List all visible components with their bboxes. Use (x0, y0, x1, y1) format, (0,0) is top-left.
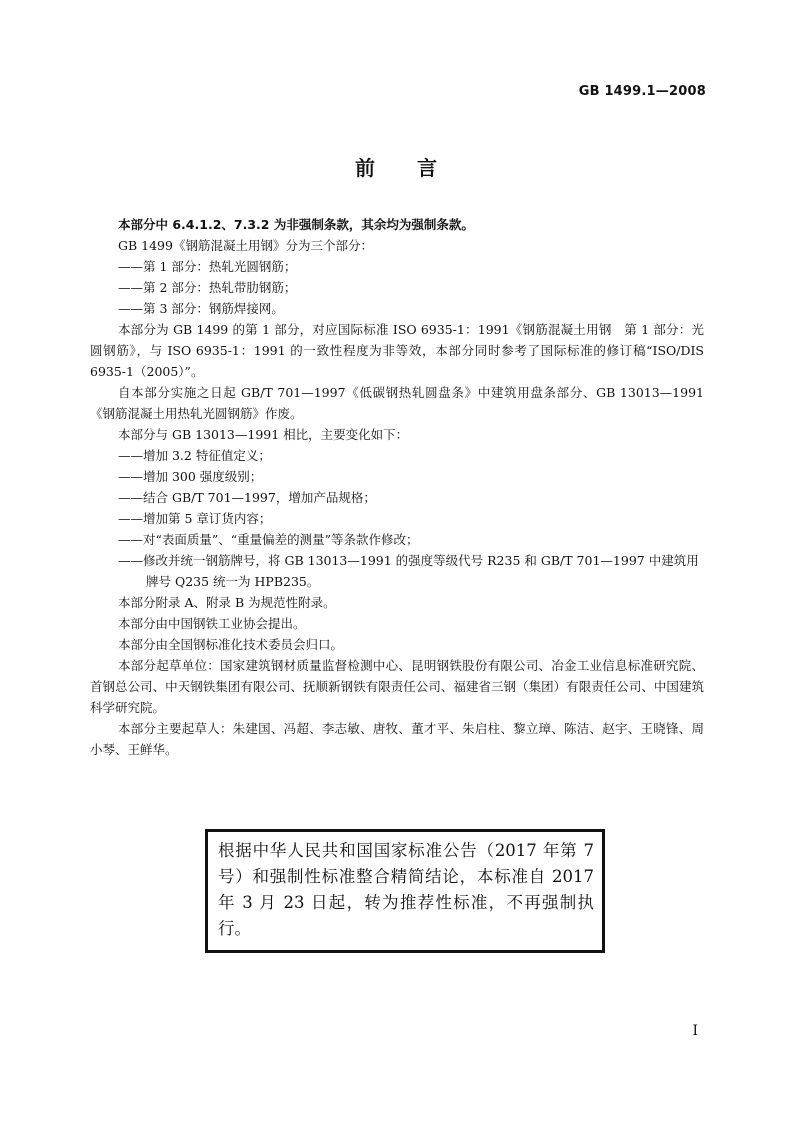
title-char-2: 言 (417, 156, 439, 180)
part-list-item: ——第 1 部分：热轧光圆钢筋； (118, 259, 297, 274)
proposed-by: 本部分由中国钢铁工业协会提出。 (118, 616, 306, 631)
changes-intro: 本部分与 GB 13013—1991 相比，主要变化如下： (118, 427, 409, 442)
change-list-item: ——修改并统一钢筋牌号，将 GB 13013—1991 的强度等级代号 R235 和 GB/T 701—1997 中建筑用牌号 Q235 统一为 HPB235。 (118, 553, 699, 589)
notice-box: 根据中华人民共和国国家标准公告（2017 年第 7 号）和强制性标准整合精简结论，本标准自 2017 年 3 月 23 日起，转为推荐性标准，不再强制执行。 (205, 829, 605, 953)
mandatory-clause-note: 本部分中 6.4.1.2、7.3.2 为非强制条款，其余均为强制条款。 (118, 217, 474, 232)
change-list-item: ——增加第 5 章订货内容； (118, 511, 272, 526)
structure-intro: GB 1499《钢筋混凝土用钢》分为三个部分： (118, 238, 373, 253)
change-list-item: ——增加 3.2 特征值定义； (118, 448, 271, 463)
correspondence-paragraph: 本部分为 GB 1499 的第 1 部分，对应国际标准 ISO 6935-1：1991《钢筋混凝土用钢 第 1 部分：光圆钢筋》，与 ISO 6935-1：1991 的一致性程度为非等效，本部分同时参考了国际标准的修订稿“ISO/DIS 6935-1（2005）”。 (90, 322, 704, 379)
foreword-body (90, 214, 704, 760)
managed-by: 本部分由全国钢标准化技术委员会归口。 (118, 637, 344, 652)
standard-code: GB 1499.1—2008 (578, 84, 706, 99)
drafting-units: 本部分起草单位：国家建筑钢材质量监督检测中心、昆明钢铁股份有限公司、冶金工业信息标准研究院、首钢总公司、中天钢铁集团有限公司、抚顺新钢铁有限责任公司、福建省三钢（集团）有限责任公司、中国建筑科学研究院。 (90, 658, 704, 715)
page-number: I (692, 1023, 698, 1039)
change-list-item: ——对“表面质量”、“重量偏差的测量”等条款作修改； (118, 532, 419, 547)
page-title (0, 152, 794, 181)
title-char-1: 前 (355, 156, 377, 180)
drafters: 本部分主要起草人：朱建国、冯超、李志敏、唐牧、董才平、朱启柱、黎立璋、陈洁、赵宇、王晓锋、周小琴、王鲜华。 (90, 721, 704, 757)
part-list-item: ——第 2 部分：热轧带肋钢筋； (118, 280, 297, 295)
replacement-paragraph: 自本部分实施之日起 GB/T 701—1997《低碳钢热轧圆盘条》中建筑用盘条部分、GB 13013—1991《钢筋混凝土用热轧光圆钢筋》作废。 (90, 385, 704, 421)
change-list-item: ——增加 300 强度级别； (118, 469, 263, 484)
change-list-item: ——结合 GB/T 701—1997，增加产品规格； (118, 490, 376, 505)
annex-note: 本部分附录 A、附录 B 为规范性附录。 (118, 595, 336, 610)
part-list-item: ——第 3 部分：钢筋焊接网。 (118, 301, 284, 316)
